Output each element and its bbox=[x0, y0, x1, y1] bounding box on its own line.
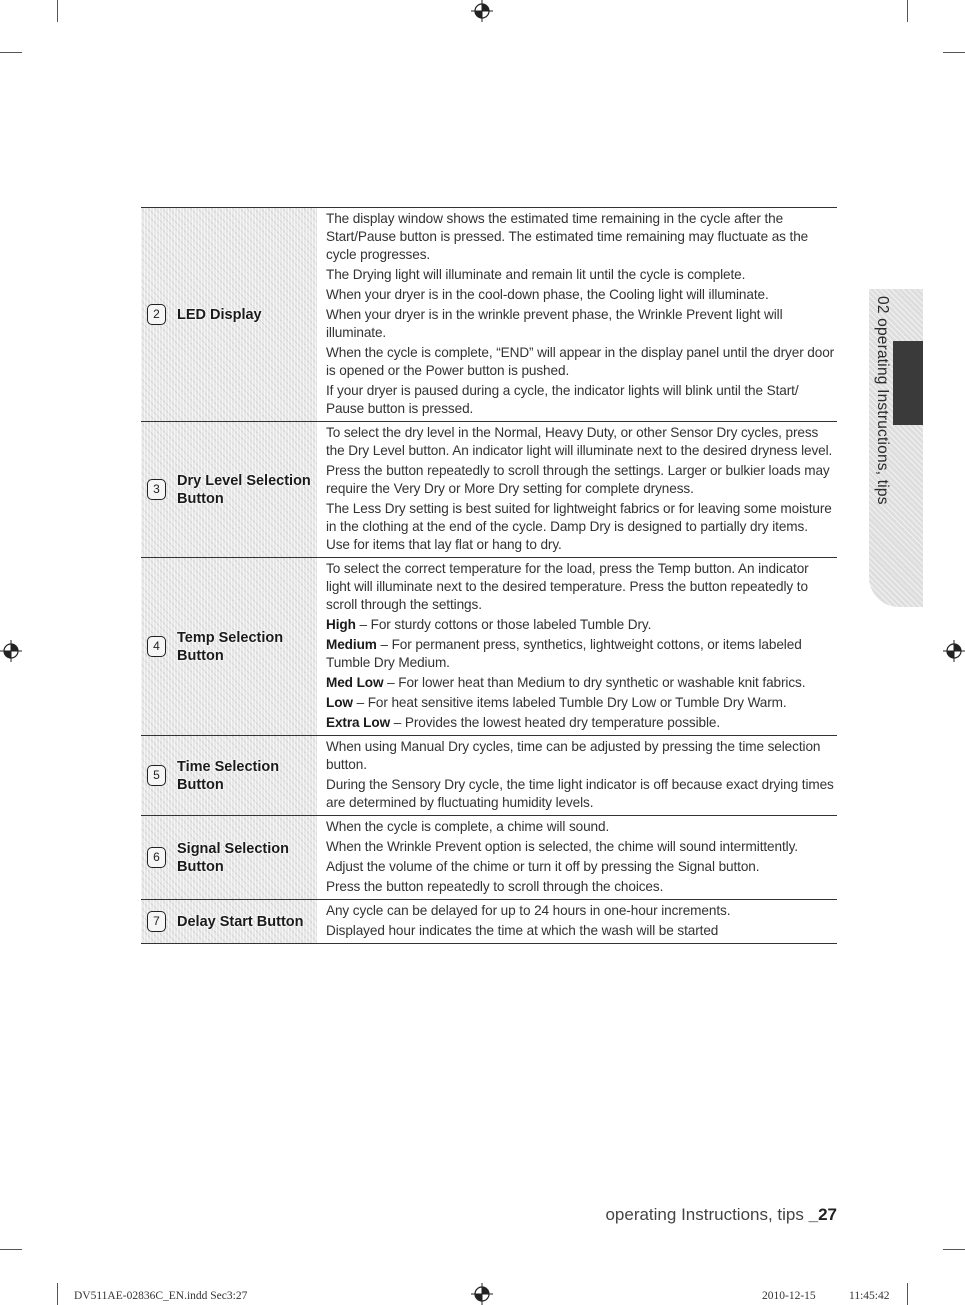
crop-mark bbox=[57, 1283, 58, 1305]
feature-label: Signal Selection Button bbox=[177, 840, 289, 875]
feature-description-cell bbox=[317, 900, 837, 944]
crop-mark bbox=[943, 1249, 965, 1250]
description-paragraph bbox=[326, 902, 835, 920]
paragraph-text: – For heat sensitive items labeled Tumble Dry Low or Tumble Dry Warm. bbox=[352, 695, 787, 710]
page-number: _27 bbox=[808, 1205, 837, 1224]
feature-row bbox=[141, 558, 837, 736]
paragraph-text: When the cycle is complete, a chime will sound. bbox=[326, 819, 610, 834]
feature-label-cell bbox=[141, 558, 317, 736]
page-footer bbox=[605, 1205, 837, 1225]
crop-mark bbox=[943, 52, 965, 53]
setting-name: Med Low bbox=[326, 675, 384, 690]
feature-row bbox=[141, 816, 837, 900]
setting-name: Low bbox=[326, 695, 353, 710]
crop-mark bbox=[907, 0, 908, 22]
setting-name: High bbox=[326, 617, 356, 632]
paragraph-text: The Drying light will illuminate and remain lit until the cycle is complete. bbox=[326, 267, 746, 282]
description-paragraph bbox=[326, 818, 835, 836]
chapter-tab-label: 02 operating Instructions, tips bbox=[874, 296, 891, 505]
feature-row bbox=[141, 208, 837, 422]
description-paragraph bbox=[326, 462, 835, 498]
description-paragraph bbox=[326, 500, 835, 554]
feature-label-cell bbox=[141, 208, 317, 422]
paragraph-text: When using Manual Dry cycles, time can be adjusted by pressing the time selection button. bbox=[326, 739, 821, 772]
crop-mark bbox=[907, 1283, 908, 1305]
feature-row bbox=[141, 422, 837, 558]
paragraph-text: To select the dry level in the Normal, Heavy Duty, or other Sensor Dry cycles, press the Dry Level button. An indicator light will illuminate next to the desired dryness level. bbox=[326, 425, 833, 458]
description-paragraph bbox=[326, 616, 835, 634]
feature-label: LED Display bbox=[177, 306, 262, 323]
paragraph-text: Displayed hour indicates the time at which the wash will be started bbox=[326, 923, 719, 938]
paragraph-text: When your dryer is in the wrinkle prevent phase, the Wrinkle Prevent light will illuminate. bbox=[326, 307, 783, 340]
footer-section-title: operating Instructions, tips bbox=[605, 1205, 809, 1224]
feature-label: Temp Selection Button bbox=[177, 629, 284, 664]
description-paragraph bbox=[326, 306, 835, 342]
registration-mark-icon bbox=[943, 640, 965, 662]
feature-description-cell bbox=[317, 816, 837, 900]
feature-label: Delay Start Button bbox=[177, 913, 304, 930]
paragraph-text: Press the button repeatedly to scroll through the settings. Larger or bulkier loads may require the Very Dry or More Dry setting for complete dryness. bbox=[326, 463, 830, 496]
slug-date: 2010-12-15 bbox=[762, 1290, 816, 1302]
feature-label: Time Selection Button bbox=[177, 758, 280, 793]
feature-number-badge: 4 bbox=[147, 636, 166, 657]
registration-mark-icon bbox=[471, 0, 493, 22]
description-paragraph bbox=[326, 878, 835, 896]
description-paragraph bbox=[326, 714, 835, 732]
feature-label-cell bbox=[141, 816, 317, 900]
paragraph-text: When the Wrinkle Prevent option is selected, the chime will sound intermittently. bbox=[326, 839, 798, 854]
paragraph-text: The Less Dry setting is best suited for lightweight fabrics or for leaving some moisture in the clothing at the end of the cycle. Damp Dry is designed to partially dry items. Use for items that lay flat or hang to dry. bbox=[326, 501, 832, 552]
description-paragraph bbox=[326, 858, 835, 876]
paragraph-text: When your dryer is in the cool-down phase, the Cooling light will illuminate. bbox=[326, 287, 769, 302]
paragraph-text: During the Sensory Dry cycle, the time light indicator is off because exact drying times are determined by fluctuating humidity levels. bbox=[326, 777, 834, 810]
description-paragraph bbox=[326, 382, 835, 418]
description-paragraph bbox=[326, 636, 835, 672]
paragraph-text: To select the correct temperature for the load, press the Temp button. An indicator light will illuminate next to the desired temperature. Press the button repeatedly to scroll through the settings. bbox=[326, 561, 809, 612]
paragraph-text: – Provides the lowest heated dry temperature possible. bbox=[390, 715, 721, 730]
paragraph-text: Adjust the volume of the chime or turn it off by pressing the Signal button. bbox=[326, 859, 760, 874]
description-paragraph bbox=[326, 560, 835, 614]
description-paragraph bbox=[326, 694, 835, 712]
paragraph-text: Press the button repeatedly to scroll through the choices. bbox=[326, 879, 664, 894]
paragraph-text: – For sturdy cottons or those labeled Tumble Dry. bbox=[355, 617, 652, 632]
paragraph-text: – For lower heat than Medium to dry synthetic or washable knit fabrics. bbox=[383, 675, 806, 690]
feature-label-cell bbox=[141, 736, 317, 816]
crop-mark bbox=[0, 52, 22, 53]
feature-row bbox=[141, 736, 837, 816]
paragraph-text: If your dryer is paused during a cycle, the indicator lights will blink until the Start/ Pause button is pressed. bbox=[326, 383, 799, 416]
slug-file: DV511AE-02836C_EN.indd Sec3:27 bbox=[74, 1290, 248, 1302]
crop-mark bbox=[57, 0, 58, 22]
feature-description-cell bbox=[317, 558, 837, 736]
feature-description-cell bbox=[317, 736, 837, 816]
paragraph-text: – For permanent press, synthetics, lightweight cottons, or items labeled Tumble Dry Medium. bbox=[326, 637, 802, 670]
description-paragraph bbox=[326, 738, 835, 774]
description-paragraph bbox=[326, 922, 835, 940]
feature-number-badge: 6 bbox=[147, 847, 166, 868]
feature-number-badge: 5 bbox=[147, 765, 166, 786]
paragraph-text: When the cycle is complete, “END” will appear in the display panel until the dryer door is opened or the Power button is pushed. bbox=[326, 345, 835, 378]
feature-number-badge: 2 bbox=[147, 304, 166, 325]
feature-description-cell bbox=[317, 422, 837, 558]
registration-mark-icon bbox=[0, 640, 22, 662]
description-paragraph bbox=[326, 210, 835, 264]
description-paragraph bbox=[326, 674, 835, 692]
feature-label: Dry Level Selection Button bbox=[177, 472, 311, 507]
registration-mark-icon bbox=[471, 1283, 493, 1305]
setting-name: Medium bbox=[326, 637, 377, 652]
description-paragraph bbox=[326, 344, 835, 380]
description-paragraph bbox=[326, 266, 835, 284]
feature-row bbox=[141, 900, 837, 944]
feature-label-cell bbox=[141, 422, 317, 558]
control-panel-features-table bbox=[141, 207, 837, 944]
paragraph-text: Any cycle can be delayed for up to 24 hours in one-hour increments. bbox=[326, 903, 731, 918]
crop-mark bbox=[0, 1249, 22, 1250]
description-paragraph bbox=[326, 424, 835, 460]
description-paragraph bbox=[326, 286, 835, 304]
paragraph-text: The display window shows the estimated time remaining in the cycle after the Start/Pause button is pressed. The estimated time remaining may fluctuate as the cycle progresses. bbox=[326, 211, 809, 262]
chapter-tab-marker bbox=[893, 341, 923, 425]
description-paragraph bbox=[326, 838, 835, 856]
feature-label-cell bbox=[141, 900, 317, 944]
feature-description-cell bbox=[317, 208, 837, 422]
slug-time: 11:45:42 bbox=[849, 1290, 890, 1302]
feature-number-badge: 7 bbox=[147, 911, 166, 932]
description-paragraph bbox=[326, 776, 835, 812]
setting-name: Extra Low bbox=[326, 715, 391, 730]
feature-number-badge: 3 bbox=[147, 479, 166, 500]
